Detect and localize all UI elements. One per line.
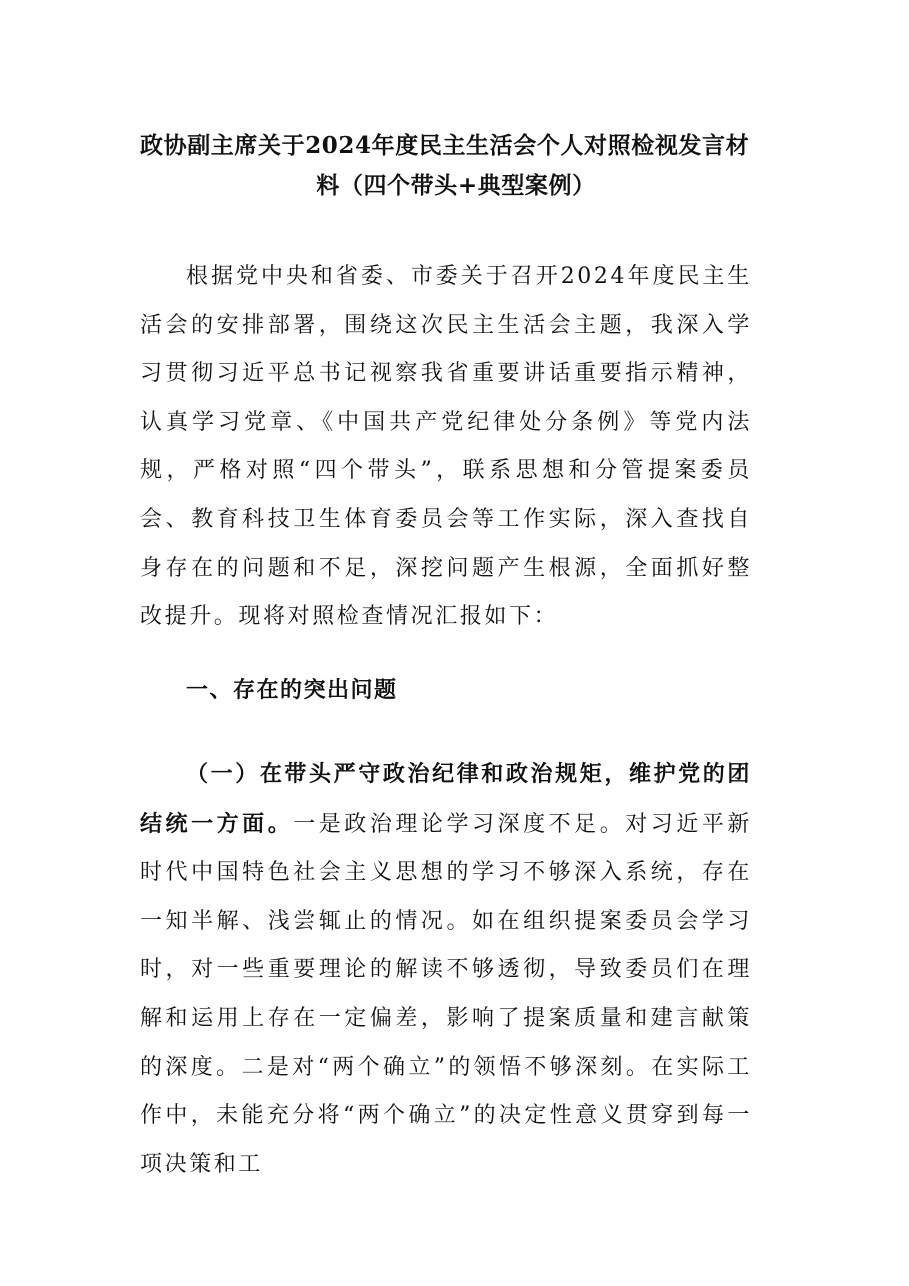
intro-paragraph: 根据党中央和省委、市委关于召开2024年度民主生活会的安排部署，围绕这次民主生活会主题，我深入学习贯彻习近平总书记视察我省重要讲话重要指示精神，认真学习党章、《中国共产党纪律处分条例》等党内法规，严格对照“四个带头”，联系思想和分管提案委员会、教育科技卫生体育委员会等工作实际，深入查找自身存在的问题和不足，深挖问题产生根源，全面抓好整改提升。现将对照检查情况汇报如下： [140,264,752,630]
subsection-body: 一是政治理论学习深度不足。对习近平新时代中国特色社会主义思想的学习不够深入系统，存在一知半解、浅尝辄止的情况。如在组织提案委员会学习时，对一些重要理论的解读不够透彻，导致委员们在理解和运用上存在一定偏差，影响了提案质量和建言献策的深度。二是对“两个确立”的领悟不够深刻。在实际工作中，未能充分将“两个确立”的决定性意义贯穿到每一项决策和工 [140,811,752,1177]
document-title [140,126,772,206]
section-heading: 一、存在的突出问题 [186,677,398,703]
title-line-2: 料（四个带头+典型案例） [316,172,596,199]
title-line-1: 政协副主席关于2024年度民主生活会个人对照检视发言材 [140,132,750,159]
subsection-title: （一）在带头严守政治纪律和政治规矩，维护党的团结统一方面。 [140,761,752,837]
subsection-paragraph [140,750,752,1189]
